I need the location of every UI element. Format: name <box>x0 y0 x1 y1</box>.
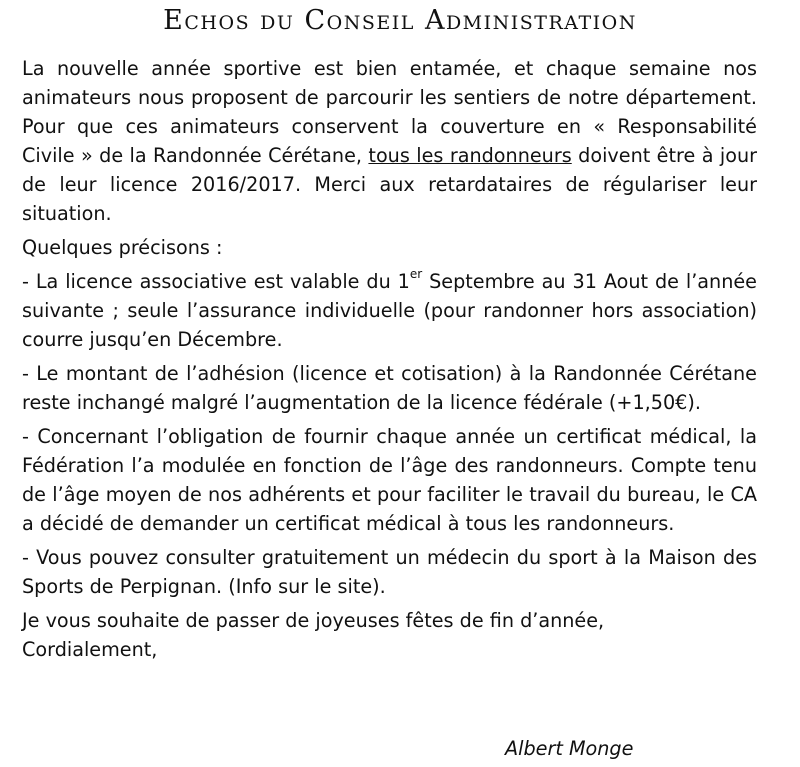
point-licence-superscript: er <box>409 267 423 281</box>
point-licence-end: Septembre au 31 Aout de l’année suivante ; seule l’assurance individuelle (pour randonner hors association) courre jusqu’en Décembre. <box>22 270 757 351</box>
intro-text-start: La nouvelle année sportive est bien entamée, et chaque semaine nos animateurs nous proposent de parcourir les sentiers de notre département. Pour que ces animateurs conservent la couverture en « Responsabilité Civile » de la Randonnée Cérétane, <box>22 57 757 167</box>
page-title: Echos du Conseil Administration <box>163 5 637 36</box>
precisions-heading: Quelques précisons : <box>22 236 223 259</box>
point-certificat: - Concernant l’obligation de fournir chaque année un certificat médical, la Fédération l’a modulée en fonction de l’âge des randonneurs. Compte tenu de l’âge moyen de nos adhérents et pour faciliter le travail du bureau, le CA a décidé de demander un certificat médical à tous les randonneurs. <box>22 425 757 535</box>
point-medecin: - Vous pouvez consulter gratuitement un médecin du sport à la Maison des Sports de Perpignan. (Info sur le site). <box>22 546 757 598</box>
closing <box>22 606 757 664</box>
intro-underlined-text: tous les randonneurs <box>368 144 572 167</box>
closing-regards: Cordialement, <box>22 638 158 661</box>
closing-wishes: Je vous souhaite de passer de joyeuses fêtes de fin d’année, <box>22 609 605 632</box>
point-licence <box>22 267 757 354</box>
intro-paragraph <box>22 54 757 228</box>
article-body <box>22 54 757 669</box>
point-adhesion: - Le montant de l’adhésion (licence et cotisation) à la Randonnée Cérétane reste inchangé malgré l’augmentation de la licence fédérale (+1,50€). <box>22 362 757 414</box>
intro-text-end: doivent être à jour de leur licence 2016/2017. Merci aux retardataires de régulariser leur situation. <box>22 144 758 225</box>
point-licence-start: - La licence associative est valable du 1 <box>22 270 410 293</box>
signature: Albert Monge <box>505 737 634 760</box>
